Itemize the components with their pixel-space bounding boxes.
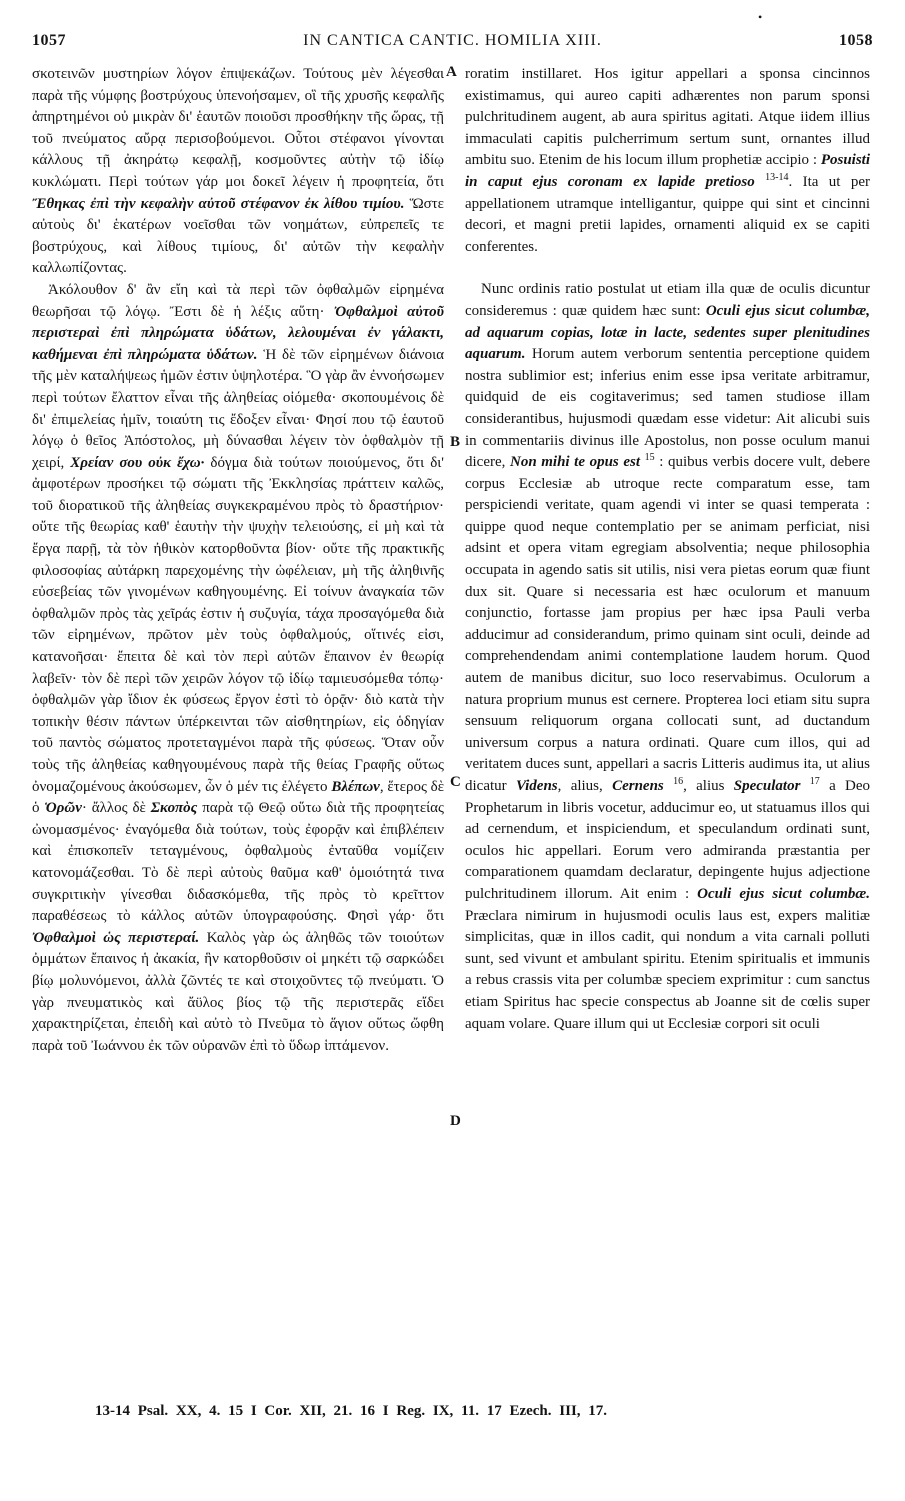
margin-marker-c: C [450,774,461,790]
latin-text: Horum autem verborum sententia perceptione quidem nostra sublimior est; inferius enim esse ipsa veritate arbitramur, quidquid de eis cogitaverimus; sed tamen studiose illam considerantibus, hujusmodi quædam esse videtur: Ait alicubi suis in commentariis divinus ille Apostolus, non posse oculum manui dicere, [465,346,870,471]
latin-name-cernens: Cernens [612,778,664,794]
latin-paragraph-1 [465,64,870,258]
latin-scripture-quote: Oculi ejus sicut columbæ. [697,885,870,902]
footnote-ref: 13-14 [765,171,789,183]
margin-marker-d: D [450,1113,461,1129]
greek-name-horon: Ὁρῶν [44,800,82,817]
greek-name-blepon: Βλέπων [331,778,380,795]
greek-text: · ἄλλος δὲ [81,800,151,817]
running-title: IN CANTICA CANTIC. HOMILIA XIII. [303,32,602,49]
latin-name-speculator: Speculator [733,778,801,794]
latin-scripture-quote: Oculi ejus sicut columbæ, ad aquarum copias, lotæ in lacte, sedentes super plenitudines aquarum. [465,302,870,363]
greek-paragraph-2 [32,280,444,1057]
greek-name-skopos: Σκοπὸς [150,800,198,817]
footnote-ref: 15 [644,452,655,464]
page-header [32,32,873,56]
latin-scripture-quote: Non mihi te opus est [509,454,641,471]
greek-text: δόγμα διὰ τούτων ποιούμενος, ὅτι δι' ἀμφοτέρων προσήκει τῷ σώματι τῆς Ἐκκλησίας πράττειν καλῶς, τοῦ διορατικοῦ τῆς ἀληθείας συγκεκραμένου πρὸς τὸ δραστήριον· οὔτε τῆς θεωρίας καθ' ἑαυτὴν τὴν ψυχὴν τελειούσης, εἰ μὴ καὶ τὰ ἔργα παρῇ, τὰ τὸν ἠθικὸν κατορθοῦντα βίον· οὔτε τῆς πρακτικῆς φιλοσοφίας αὐτάρκη παρεχομένης τὴν ὠφέλειαν, μὴ τῆς ἀληθινῆς εὐσεβείας τῶν γινομένων καθηγουμένης. Εἰ τοίνυν ἀναγκαία τῶν ὀφθαλμῶν πρὸς τὰς χεῖράς ἐστιν ἡ συζυγία, τάχα προσαγόμεθα διὰ τῶν εἰρημένων, πρῶτον μὲν τοὺς ὀφθαλμούς, οἵτινές εἰσι, κατανοῆσαι· ἔπειτα δὲ καὶ τὸν περὶ αὐτῶν ἔπαινον ἐν θεωρίᾳ λαβεῖν· τὸν δὲ περὶ τῶν χειρῶν λόγον τῷ ἰδίῳ ταμιευσόμεθα τόπῳ· ὀφθαλμῶν γὰρ ἴδιον ἐκ φύσεως ἔργον ἐστὶ τὸ ὁρᾷν· διὸ κατὰ τὴν τοπικὴν θέσιν πάντων ὑπέρκεινται τῶν αἰσθητηρίων, εἰς ὁδηγίαν τοῦ παντὸς σώματος προτεταγμένοι παρὰ τῆς φύσεως. Ὅταν οὖν τοὺς τῆς ἀληθείας καθηγουμένους παρὰ τῆς θείας Γραφῆς οὕτως ὀνομαζομένους ἀκούσωμεν, ὧν ὁ μέν τις ἐλέγετο [32,454,444,795]
latin-text: Præclara nimirum in hujusmodi oculis laus est, expers malitiæ simplicitas, quæ in illos cadit, qui nondum a vita carnali polluti sunt, sed vivunt et ambulant spiritu. Etenim spiritualis et immunis a rebus crassis vita per columbæ speciem exprimitur : cum sanctus etiam Spiritus hac specie conspectus ab Joanne sit de cœlis super aquam volare. Quare illum qui ut Ecclesiæ corpori sit oculi [465,907,870,1032]
greek-scripture-quote: Χρείαν σου οὐκ ἔχω· [70,454,205,471]
latin-column [465,64,870,1035]
greek-text: παρὰ τῷ Θεῷ οὕτω διὰ τῆς προφητείας ὠνομασμένος· ἐναγόμεθα διὰ τούτων, τοὺς ἐφορᾷν καὶ ἐπιβλέπειν καὶ ἐπισκοπεῖν τεταγμένους, ὀφθαλμοὺς ἐνταῦθα νομίζειν κατονομάζεσθαι. Τὸ δὲ περὶ αὐτοὺς θαῦμα καθ' ὁμοιότητά τινα συγκριτικὴν γίνεσθαι διδασκόμεθα, τῆς πρὸς τὸ κρεῖττον παραθέσεως τὸ κάλλος αὐτῶν ὑπογραφούσης. Φησὶ γάρ· ὅτι [32,800,444,925]
footnotes: 13-14 Psal. XX, 4. 15 I Cor. XII, 21. 16 I Reg. IX, 11. 17 Ezech. III, 17. [95,1403,608,1419]
footnote-ref: 16 [673,776,684,787]
greek-paragraph-1 [32,64,444,280]
page-number-right: 1058 [839,32,873,49]
page-number-left: 1057 [32,32,66,49]
greek-column [32,64,444,1057]
latin-text: : quibus verbis docere vult, debere corpus Ecclesiæ ab utroque recte comparatum esse, tam perspiciendi veritate, quam agendi vi inter se quasi temperata : quippe quod neque contemplatio per se animam perficiat, nisi adsint et opera vitam egregiam absolventia; neque philosophia occupata in agendo satis sit utilis, nisi vera pietas eorum quæ fiunt dux sit. Quare si necessaria est hæc oculorum et manuum conjunctio, fortasse jam propius per hæc ipsa Pauli verba adducimur ad considerandum, primo quinam sint oculi, deinde ad comprehendendam animi contemplatione laudem horum. Quod autem de manibus dicitur, suo loco reservabimus. Oculorum a natura proprium munus est cernere. Propterea loci etiam situ supra sensuum reliquorum organa collocati sunt, ad ductandum universum corpus a natura ordinati. Quare cum illos, qui ad veritatem duces sunt, appellari a sacris Litteris audimus ita, ut alius dicatur [465,454,871,794]
greek-text: Καλὸς γὰρ ὡς ἀληθῶς τῶν τοιούτων ὀμμάτων ἔπαινος ἡ ἀκακία, ἣν κατορθοῦσιν οἱ μηκέτι τῷ σαρκώδει βίῳ μολυνόμενοι, ἀλλὰ ζῶντές τε καὶ στοιχοῦντες τῷ πνεύματι. Ὁ γὰρ πνευματικὸς καὶ ἄϋλος βίος τῷ τῆς περιστερᾶς εἴδει χαρακτηρίζεται, ἐπειδὴ καὶ αὐτὸ τὸ Πνεῦμα τὸ ἅγιον οὕτως ὤφθη παρὰ τοῦ Ἰωάννου ἐκ τῶν οὐρανῶν ἐπὶ τὸ ὕδωρ ἱπτάμενον. [32,929,444,1054]
greek-text: , ἕτερος δὲ ὁ [32,778,445,817]
latin-scripture-quote: Posuisti in caput ejus coronam ex lapide pretioso [465,152,870,190]
latin-text: , alius, [557,778,613,794]
latin-text: a Deo Prophetarum in libris vocetur, adducimur eo, ut statuamus illos qui ad cernendum, et inspiciendum, et speculandum ordinati sunt, oculos hic appellari. Eorum vero admiranda præstantia per comparationem quamdam declaratur, depingente hujus adjectione pulchritudinem illorum. Ait enim : [465,778,871,902]
latin-text: . Ita ut per appellationem utramque intelligantur, quippe qui sint et cincinni decori, et magni pretii lapides, ornamenti aliquid ex se capiti conferentes. [465,173,870,255]
latin-text: , alius [683,778,734,794]
footnote-ref: 17 [809,776,820,787]
greek-scripture-quote: Ἔθηκας ἐπὶ τὴν κεφαλὴν αὐτοῦ στέφανον ἐκ λίθου τιμίου. [32,195,405,212]
latin-paragraph-2 [465,279,870,1035]
page-speck: • [758,10,763,24]
greek-text: Ἀκόλουθον δ' ἂν εἴη καὶ τὰ περὶ τῶν ὀφθαλμῶν εἰρημένα θεωρῆσαι τῷ λόγῳ. Ἔστι δὲ ἡ λέξις αὕτη· [32,281,444,320]
greek-text: Ὥστε αὐτοὺς δι' ἑκατέρων νοεῖσθαι τῶν νοημάτων, εὐπρεπεῖς τε βοστρύχους, καὶ λίθους τιμίους, δι' αὐτῶν τὴν κεφαλὴν καλλωπίζοντας. [32,195,444,277]
latin-text: roratim instillaret. Hos igitur appellari a sponsa cincinnos existimamus, qui aureo capiti adhærentes non parum sponsi pulchritudinem augent, ab aura spiritus agitati. Atque iidem illius immaculati capitis pulcherrimum sertum sunt, ornantes illud ambitu suo. Etenim de his locum illum prophetiæ accipio : [465,66,870,169]
latin-name-videns: Videns [515,778,558,794]
margin-marker-a: A [446,64,457,80]
greek-text: σκοτεινῶν μυστηρίων λόγον ἐπιψεκάζων. Τούτους μὲν λέγεσθαι παρὰ τῆς νύμφης βοστρύχους ὑπενοήσαμεν, οἳ τῆς χρυσῆς κεφαλῆς ἀπηρτημένοι οὐ μικρὰν δι' ἑαυτῶν ποιοῦσι προσθήκην τῆς ὥρας, τῇ τοῦ πνεύματος αὔρᾳ περισοβούμενοι. Οὗτοι στέφανοι γίνονται κάλλους τῇ ἀκηράτῳ κεφαλῇ, κοσμοῦντες αὐτὴν τῷ ἰδίῳ κυκλώματι. Περὶ τούτων γάρ μοι δοκεῖ λέγειν ἡ προφητεία, ὅτι [32,66,444,190]
greek-scripture-quote: Ὀφθαλμοὶ ὡς περιστεραί. [32,929,200,946]
margin-marker-b: B [450,434,461,450]
latin-text: Nunc ordinis ratio postulat ut etiam illa quæ de oculis dicuntur consideremus : quæ quidem hæc sunt: [465,281,870,319]
greek-text: Ἡ δὲ τῶν εἰρημένων διάνοια τῆς μὲν καταλήψεως ἡμῶν ἐστιν ὑψηλοτέρα. Ὃ γὰρ ἂν ἐννοήσωμεν περὶ τούτων ἔλαττον εἶναι τῆς ἀληθείας οἰόμεθα· σκοπουμένοις δὲ δι' ἐπιμελείας ἡμῖν, τοιαύτη τις ἔδοξεν εἶναι· Φησί που τῷ ἑαυτοῦ λόγῳ ὁ θεῖος Ἀπόστολος, μὴ δύνασθαι λέγειν τὸν ὀφθαλμὸν τῇ χειρί, [32,346,444,471]
greek-scripture-quote: Ὀφθαλμοὶ αὐτοῦ περιστεραὶ ἐπὶ πληρώματα ὑδάτων, λελουμέναι ἐν γάλακτι, καθήμεναι ἐπὶ πληρώματα ὑδάτων. [32,303,445,363]
